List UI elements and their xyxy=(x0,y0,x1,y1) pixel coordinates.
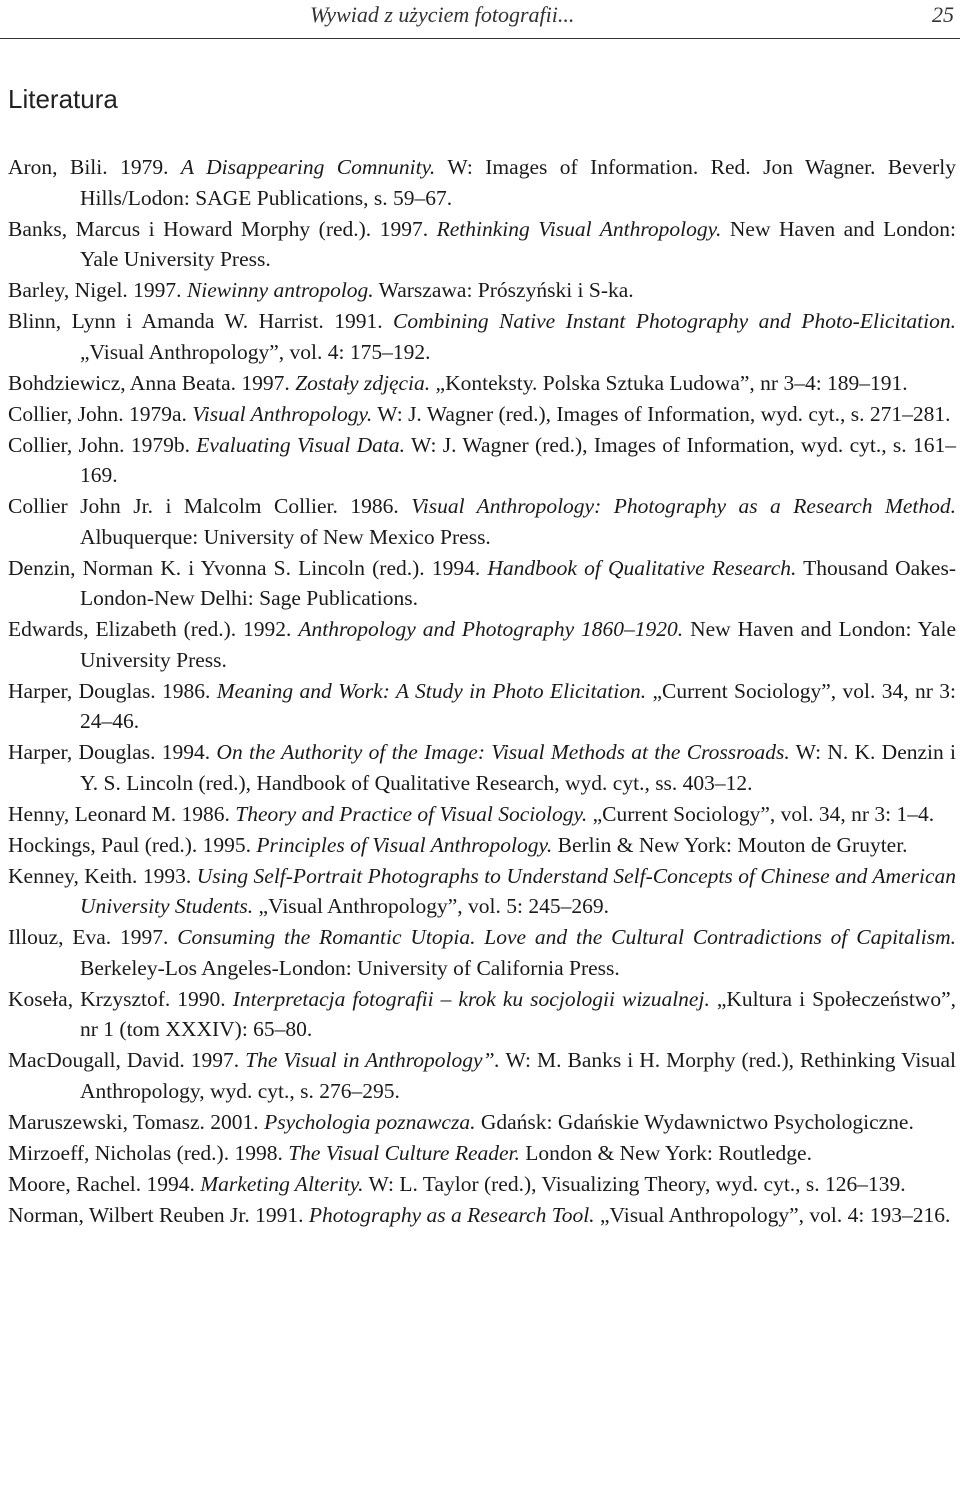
entry-rest: New Haven and London: Yale University Press. xyxy=(80,617,956,672)
entry-rest: New Haven and London: Yale University Press. xyxy=(80,216,957,271)
bibliography-entry xyxy=(8,152,956,213)
entry-title: Psychologia poznawcza. xyxy=(264,1109,476,1134)
entry-author-year: Maruszewski, Tomasz. 2001. xyxy=(8,1109,265,1134)
entry-title: Evaluating Visual Data. xyxy=(196,432,406,457)
entry-rest: Berkeley-Los Angeles-London: University of California Press. xyxy=(80,955,620,980)
entry-title: Meaning and Work: A Study in Photo Elicitation. xyxy=(216,678,647,703)
entry-title: Principles of Visual Anthropology. xyxy=(256,832,553,857)
bibliography-entry xyxy=(8,214,956,275)
entry-title: A Disappearing Comnunity. xyxy=(180,155,436,179)
entry-author-year: Denzin, Norman K. i Yvonna S. Lincoln (red.). 1994. xyxy=(8,555,488,580)
bibliography-entry xyxy=(8,1107,956,1138)
entry-rest: W: L. Taylor (red.), Visualizing Theory, wyd. cyt., s. 126–139. xyxy=(363,1171,906,1196)
bibliography-entry xyxy=(8,1169,956,1200)
entry-rest: Albuquerque: University of New Mexico Press. xyxy=(80,524,491,549)
bibliography-entry xyxy=(8,1200,956,1231)
entry-author-year: Harper, Douglas. 1986. xyxy=(8,678,217,703)
entry-author-year: MacDougall, David. 1997. xyxy=(8,1048,246,1072)
entry-author-year: Collier, John. 1979a. xyxy=(8,401,193,426)
running-header xyxy=(0,0,960,39)
bibliography-entry xyxy=(8,861,956,922)
entry-author-year: Hockings, Paul (red.). 1995. xyxy=(8,832,257,857)
entry-author-year: Mirzoeff, Nicholas (red.). 1998. xyxy=(8,1140,289,1165)
entry-author-year: Collier John Jr. i Malcolm Collier. 1986. xyxy=(8,494,412,518)
entry-author-year: Collier, John. 1979b. xyxy=(8,432,197,457)
entry-title: Visual Anthropology: Photography as a Research Method. xyxy=(411,494,956,518)
bibliography-entry xyxy=(8,737,956,798)
bibliography-entry xyxy=(8,922,956,983)
entry-author-year: Bohdziewicz, Anna Beata. 1997. xyxy=(8,370,296,395)
entry-rest: W: Images of Information. Red. Jon Wagner. Beverly Hills/Lodon: SAGE Publications, s. 59–67. xyxy=(80,155,956,210)
entry-title: Photography as a Research Tool. xyxy=(308,1202,595,1227)
bibliography-entry xyxy=(8,368,956,399)
entry-rest: „Current Sociology”, vol. 34, nr 3: 1–4. xyxy=(587,801,935,826)
bibliography-entry xyxy=(8,430,956,491)
page-number: 25 xyxy=(932,2,954,27)
bibliography-entry xyxy=(8,275,956,306)
entry-author-year: Barley, Nigel. 1997. xyxy=(8,278,187,302)
entry-title: Using Self-Portrait Photographs to Understand Self-Concepts of Chinese and American University Students. xyxy=(80,863,957,918)
bibliography-entry xyxy=(8,399,956,430)
entry-author-year: Kenney, Keith. 1993. xyxy=(8,863,197,888)
bibliography-entry xyxy=(8,799,956,830)
entry-title: Marketing Alterity. xyxy=(200,1171,364,1196)
entry-title: Interpretacja fotografii – krok ku socjologii wizualnej. xyxy=(232,986,710,1011)
bibliography-entry xyxy=(8,614,956,675)
entry-rest: Warszawa: Prószyński i S-ka. xyxy=(373,278,634,302)
entry-rest: „Current Sociology”, vol. 34, nr 3: 24–46. xyxy=(80,678,956,733)
entry-title: The Visual in Anthropology”. xyxy=(245,1048,500,1072)
entry-rest: Berlin & New York: Mouton de Gruyter. xyxy=(552,832,908,857)
bibliography-entry xyxy=(8,830,956,861)
entry-title: Visual Anthropology. xyxy=(192,401,373,426)
entry-title: On the Authority of the Image: Visual Methods at the Crossroads. xyxy=(216,740,790,764)
entry-author-year: Norman, Wilbert Reuben Jr. 1991. xyxy=(8,1202,309,1227)
section-heading: Literatura xyxy=(8,84,118,114)
entry-rest: „Visual Anthropology”, vol. 5: 245–269. xyxy=(253,894,609,918)
entry-rest: „Visual Anthropology”, vol. 4: 193–216. xyxy=(594,1202,951,1227)
entry-rest: Thousand Oakes-London-New Delhi: Sage Publications. xyxy=(80,555,956,610)
entry-rest: W: J. Wagner (red.), Images of Information, wyd. cyt., s. 271–281. xyxy=(372,401,951,426)
entry-author-year: Moore, Rachel. 1994. xyxy=(8,1171,201,1196)
entry-title: Anthropology and Photography 1860–1920. xyxy=(298,617,684,641)
entry-author-year: Aron, Bili. 1979. xyxy=(8,155,181,179)
entry-title: Consuming the Romantic Utopia. Love and the Cultural Contradictions of Capitalism. xyxy=(177,925,956,949)
entry-rest: W: M. Banks i H. Morphy (red.), Rethinking Visual Anthropology, wyd. cyt., s. 276–295. xyxy=(80,1048,956,1103)
bibliography-entry xyxy=(8,491,956,552)
entry-rest: „Kultura i Społeczeństwo”, nr 1 (tom XXXIV): 65–80. xyxy=(80,986,956,1041)
entry-rest: W: J. Wagner (red.), Images of Information, wyd. cyt., s. 161–169. xyxy=(80,432,956,487)
bibliography-entry xyxy=(8,306,956,367)
entry-author-year: Koseła, Krzysztof. 1990. xyxy=(8,986,233,1011)
entry-rest: Gdańsk: Gdańskie Wydawnictwo Psychologiczne. xyxy=(475,1109,914,1134)
entry-title: Rethinking Visual Anthropology. xyxy=(436,216,722,241)
entry-author-year: Illouz, Eva. 1997. xyxy=(8,925,178,949)
bibliography-entry xyxy=(8,676,956,737)
entry-author-year: Henny, Leonard M. 1986. xyxy=(8,801,236,826)
bibliography-entry xyxy=(8,1045,956,1106)
entry-rest: W: N. K. Denzin i Y. S. Lincoln (red.), Handbook of Qualitative Research, wyd. cyt., ss. 403–12. xyxy=(80,740,956,795)
bibliography-entry xyxy=(8,1138,956,1169)
bibliography-entry xyxy=(8,984,956,1045)
entry-rest: „Visual Anthropology”, vol. 4: 175–192. xyxy=(80,339,431,364)
entry-title: Theory and Practice of Visual Sociology. xyxy=(235,801,588,826)
entry-author-year: Banks, Marcus i Howard Morphy (red.). 1997. xyxy=(8,216,437,241)
entry-author-year: Harper, Douglas. 1994. xyxy=(8,740,217,764)
entry-rest: „Konteksty. Polska Sztuka Ludowa”, nr 3–4: 189–191. xyxy=(430,370,908,395)
entry-title: Zostały zdjęcia. xyxy=(295,370,431,395)
entry-title: Combining Native Instant Photography and Photo-Elicitation. xyxy=(393,309,956,333)
entry-title: Handbook of Qualitative Research. xyxy=(487,555,797,580)
entry-rest: London & New York: Routledge. xyxy=(519,1140,812,1165)
entry-author-year: Blinn, Lynn i Amanda W. Harrist. 1991. xyxy=(8,309,394,333)
entry-title: The Visual Culture Reader. xyxy=(288,1140,520,1165)
running-title: Wywiad z użyciem fotografii... xyxy=(310,2,575,27)
entry-title: Niewinny antropolog. xyxy=(186,278,374,302)
entry-author-year: Edwards, Elizabeth (red.). 1992. xyxy=(8,617,299,641)
bibliography-list xyxy=(8,152,956,1231)
bibliography-entry xyxy=(8,553,956,614)
